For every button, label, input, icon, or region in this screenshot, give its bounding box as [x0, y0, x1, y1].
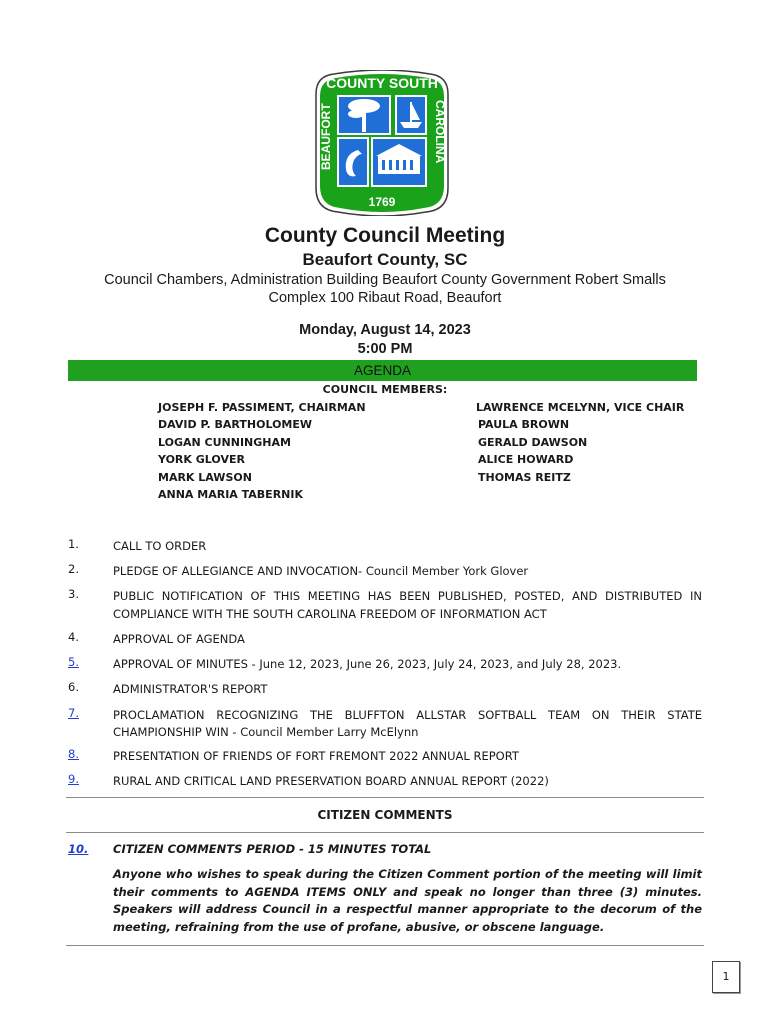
seal-year: 1769	[368, 195, 396, 209]
agenda-item-text: CALL TO ORDER	[113, 539, 207, 553]
council-member-right: THOMAS REITZ	[478, 471, 571, 484]
council-member-left: LOGAN CUNNINGHAM	[158, 436, 291, 449]
council-member-right: ALICE HOWARD	[478, 453, 574, 466]
agenda-item-number: 1.	[68, 537, 79, 551]
council-members-heading: COUNCIL MEMBERS:	[322, 383, 448, 396]
agenda-item-number: 4.	[68, 630, 79, 644]
agenda-item-text: APPROVAL OF MINUTES - June 12, 2023, June 26, 2023, July 24, 2023, and July 28, 2023.	[113, 657, 622, 671]
agenda-item-text-line-2: CHAMPIONSHIP WIN - Council Member Larry McElynn	[113, 725, 419, 739]
section-divider	[66, 797, 704, 798]
agenda-item-text-line-1: PUBLIC NOTIFICATION OF THIS MEETING HAS BEEN PUBLISHED, POSTED, AND DISTRIBUTED IN	[113, 589, 702, 603]
seal-right-text: CAROLINA	[433, 100, 447, 164]
agenda-item-text: PLEDGE OF ALLEGIANCE AND INVOCATION- Council Member York Glover	[113, 564, 529, 578]
agenda-item-text: PRESENTATION OF FRIENDS OF FORT FREMONT 2022 ANNUAL REPORT	[113, 749, 519, 763]
agenda-item-text: APPROVAL OF AGENDA	[113, 632, 245, 646]
agenda-item-text: ADMINISTRATOR'S REPORT	[113, 682, 268, 696]
citizen-comments-title: CITIZEN COMMENTS PERIOD - 15 MINUTES TOTAL	[113, 842, 432, 856]
agenda-item-number: 2.	[68, 562, 79, 576]
council-member-left: ANNA MARIA TABERNIK	[158, 488, 303, 501]
meeting-date: Monday, August 14, 2023	[299, 322, 471, 338]
citizen-comments-paragraph: Anyone who wishes to speak during the Citizen Comment portion of the meeting will limit their comments to AGENDA ITEMS ONLY and speak no longer than three (3) minutes. Speakers will address Council in a respectful manner appropriate to the decorum of the meeting, refraining from the use of profane, abusive, or obscene language.	[113, 867, 702, 934]
seal-top-text: COUNTY SOUTH	[326, 75, 438, 91]
section-divider	[66, 832, 704, 833]
council-member-right: LAWRENCE MCELYNN, VICE CHAIR	[476, 401, 685, 414]
meeting-time: 5:00 PM	[357, 341, 413, 357]
section-divider	[66, 945, 704, 946]
council-member-left: YORK GLOVER	[158, 453, 245, 466]
council-member-left: JOSEPH F. PASSIMENT, CHAIRMAN	[158, 401, 366, 414]
seal-left-text: BEAUFORT	[319, 103, 333, 170]
council-member-left: DAVID P. BARTHOLOMEW	[158, 418, 313, 431]
council-member-right: GERALD DAWSON	[478, 436, 588, 449]
agenda-item-text: RURAL AND CRITICAL LAND PRESERVATION BOARD ANNUAL REPORT (2022)	[113, 774, 549, 788]
page-number: 1	[712, 961, 740, 993]
meeting-subtitle: Beaufort County, SC	[302, 250, 468, 269]
citizen-comments-item-link[interactable]: 10.	[68, 842, 89, 856]
agenda-item-number: 3.	[68, 587, 79, 601]
meeting-title: County Council Meeting	[264, 224, 506, 247]
agenda-banner: AGENDA	[68, 360, 697, 381]
location-line-2: Complex 100 Ribaut Road, Beaufort	[268, 290, 502, 306]
council-member-right: PAULA BROWN	[478, 418, 570, 431]
agenda-item-text-line-1: PROCLAMATION RECOGNIZING THE BLUFFTON ALLSTAR SOFTBALL TEAM ON THEIR STATE	[113, 708, 702, 722]
agenda-item-link[interactable]: 9.	[68, 772, 79, 786]
agenda-item-link[interactable]: 7.	[68, 706, 79, 720]
citizen-comments-heading: CITIZEN COMMENTS	[317, 808, 453, 822]
county-seal-logo	[314, 70, 450, 216]
agenda-item-link[interactable]: 5.	[68, 655, 79, 669]
agenda-item-number: 6.	[68, 680, 79, 694]
location-line-1: Council Chambers, Administration Building Beaufort County Government Robert Smalls	[104, 272, 666, 288]
agenda-item-link[interactable]: 8.	[68, 747, 79, 761]
council-member-left: MARK LAWSON	[158, 471, 252, 484]
agenda-item-text-line-2: COMPLIANCE WITH THE SOUTH CAROLINA FREEDOM OF INFORMATION ACT	[113, 607, 547, 621]
